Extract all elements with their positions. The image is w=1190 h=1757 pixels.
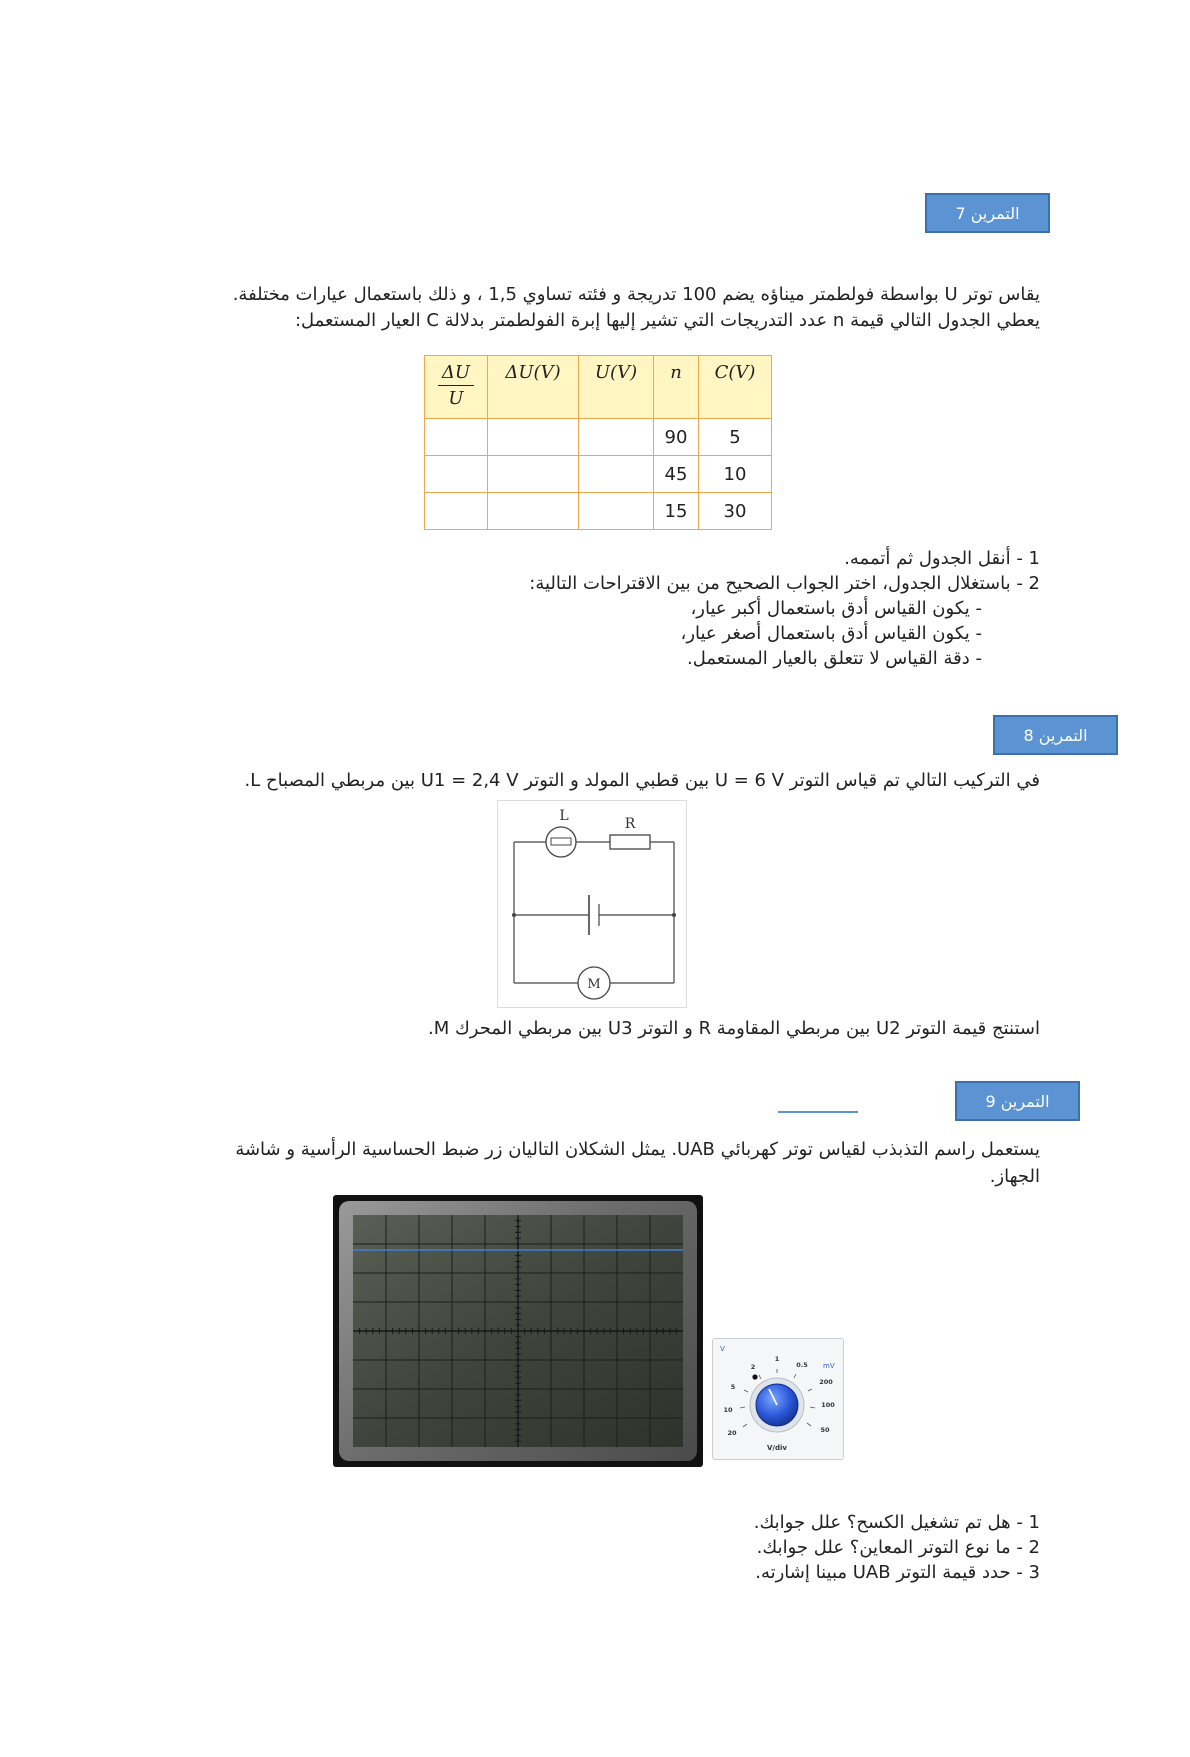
cell-c: 30 (699, 493, 772, 530)
scale-50: 50 (820, 1426, 830, 1434)
resistor-icon (610, 835, 650, 849)
ex8-question: استنتج قيمة التوتر U2 بين مربطي المقاومة R و التوتر U3 بين مربطي المحرك M. (427, 1018, 1040, 1039)
knob-svg (713, 1339, 843, 1459)
unit-label: V/div (767, 1444, 787, 1452)
ex7-question-1: 1 - أنقل الجدول ثم أتممه. (844, 548, 1040, 569)
ex7-question-2: 2 - باستغلال الجدول، اختر الجواب الصحيح من بين الاقتراحات التالية: (529, 573, 1040, 594)
ex8-paragraph: في التركيب التالي تم قياس التوتر U = 6 V بين قطبي المولد و التوتر U1 = 2,4 V بين مربطي المصباح L. (244, 770, 1040, 791)
divider-line (778, 1111, 858, 1113)
ex9-paragraph-line-1: يستعمل راسم التذبذب لقياس توتر كهربائي UAB. يمثل الشكلان التاليان زر ضبط الحساسية الرأسية و شاشة (235, 1139, 1040, 1160)
empty-cell (488, 419, 579, 456)
v-label: V (720, 1345, 725, 1353)
circuit-diagram (497, 800, 687, 1008)
table-row (425, 493, 772, 530)
ex7-table-header-row (425, 356, 772, 419)
ex7-table (424, 355, 772, 530)
scale-200: 200 (819, 1378, 833, 1386)
resistor-label: R (624, 816, 636, 832)
scale-1: 1 (774, 1355, 780, 1363)
scale-2: 2 (750, 1363, 756, 1371)
ex9-question-2: 2 - ما نوع التوتر المعاين؟ علل جوابك. (756, 1537, 1040, 1558)
ex9-question-1: 1 - هل تم تشغيل الكسح؟ علل جوابك. (753, 1512, 1040, 1533)
frac-numerator: ΔU (441, 362, 471, 383)
ex7-option-3: - دقة القياس لا تتعلق بالعيار المستعمل. (686, 648, 982, 669)
ex9-paragraph-line-2: الجهاز. (989, 1166, 1040, 1187)
empty-cell (579, 456, 654, 493)
sensitivity-knob-panel (712, 1338, 844, 1460)
exercise-9-header: التمرين 9 (955, 1081, 1080, 1121)
cell-c: 10 (699, 456, 772, 493)
empty-cell (425, 419, 488, 456)
empty-cell (425, 456, 488, 493)
junction-dot (512, 913, 516, 917)
header-absolute-uncertainty: ΔU(V) (488, 356, 579, 419)
header-divisions: n (654, 356, 699, 419)
empty-cell (488, 493, 579, 530)
header-relative-uncertainty (425, 356, 488, 419)
lamp-label: L (559, 808, 569, 824)
cell-c: 5 (699, 419, 772, 456)
circuit-svg (498, 801, 686, 1007)
oscilloscope-screen (333, 1195, 703, 1467)
motor-label: M (587, 977, 601, 992)
ex7-option-2: - يكون القياس أدق باستعمال أصغر عيار، (680, 623, 982, 644)
ex9-question-3: 3 - حدد قيمة التوتر UAB مبينا إشارته. (755, 1562, 1040, 1583)
empty-cell (425, 493, 488, 530)
scale-10: 10 (723, 1406, 733, 1414)
battery-icon (589, 895, 599, 935)
junction-dot (672, 913, 676, 917)
scale-0.5: 0.5 (796, 1361, 808, 1369)
cell-n: 45 (654, 456, 699, 493)
cell-n: 15 (654, 493, 699, 530)
ex7-paragraph-line-1: يقاس توتر U بواسطة فولطمتر ميناؤه يضم 100 تدريجة و فئته تساوي 1,5 ، و ذلك باستعمال عيارات مختلفة. (232, 284, 1040, 305)
scale-20: 20 (727, 1429, 737, 1437)
frac-denominator: U (448, 388, 464, 409)
exercise-7-header: التمرين 7 (925, 193, 1050, 233)
ex7-option-1: - يكون القياس أدق باستعمال أكبر عيار، (690, 598, 982, 619)
cell-n: 90 (654, 419, 699, 456)
exercise-8-header: التمرين 8 (993, 715, 1118, 755)
header-voltage: U(V) (579, 356, 654, 419)
header-caliber: C(V) (699, 356, 772, 419)
table-row (425, 419, 772, 456)
scale-100: 100 (821, 1401, 835, 1409)
knob-indicator-dot (752, 1374, 757, 1379)
ex7-paragraph-line-2: يعطي الجدول التالي قيمة n عدد التدريجات التي تشير إليها إبرة الفولطمتر بدلالة C العيار المستعمل: (294, 310, 1040, 331)
empty-cell (579, 493, 654, 530)
mv-label: mV (823, 1362, 835, 1370)
table-row (425, 456, 772, 493)
empty-cell (488, 456, 579, 493)
lamp-icon (546, 827, 576, 857)
empty-cell (579, 419, 654, 456)
oscilloscope-grid (353, 1215, 683, 1447)
scale-5: 5 (730, 1383, 736, 1391)
